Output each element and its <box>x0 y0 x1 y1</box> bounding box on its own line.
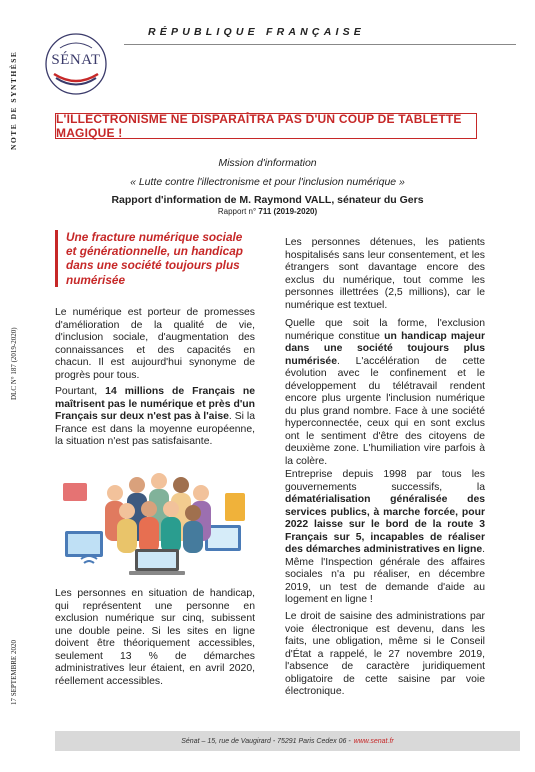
right-p2-text-a: Quelle que soit la forme, l'exclusion numérique constitue <box>285 318 485 342</box>
right-p3-text-c: . Même l'Inspection générale des affaires sociales n'a pu réaliser, en décembre 2019, un test de demande d'aide au logement en ligne ! <box>285 544 485 605</box>
footer-address: Sénat – 15, rue de Vaugirard - 75291 Paris Cedex 06 - <box>181 737 351 745</box>
report-author: Rapport d'information de M. Raymond VALL, sénateur du Gers <box>111 194 424 206</box>
right-p2-text-c: . L'accélération de cette évolution avec le confinement et le développement du télétravail rendent encore plus urgente l'inclusion numérique du plus grand nombre. Face à une société hyperconnectée, ceux qui en sont exclus ont le sentiment d'être des citoyens de deuxième zone. L'humiliation vire parfois à la colère. <box>285 355 485 467</box>
mission-label: Mission d'information <box>218 157 317 169</box>
left-p2-bold: 14 millions de Français ne maîtrisent pas le numérique et près d'un Français sur deux n'est pas à l'aise <box>55 386 255 422</box>
senat-logo <box>40 28 112 100</box>
right-paragraph-4: Le droit de saisine des administrations par voie électronique est devenu, dans les faits, une obligation, même si le Conseil d'État a rappelé, le 27 novembre 2019, l'absence de caractère juridiquement obligatoire de cette saisine par voie électronique. <box>285 611 485 697</box>
lead-heading: Une fracture numérique sociale et générationnelle, un handicap dans une société toujours plus numérisée <box>55 230 255 287</box>
left-paragraph-1: Le numérique est porteur de promesses d'amélioration de la qualité de vie, d'inclusion sociale, d'augmentation des connaissances et des capacités en chacun. Il est aujourd'hui synonyme de progrès pour tous. <box>55 307 255 381</box>
left-p2-text-a: Pourtant, <box>55 386 106 397</box>
left-p2-text-c: . Si la France est dans la moyenne européenne, la situation n'est pas satisfaisante. <box>55 411 255 447</box>
republique-francaise: RÉPUBLIQUE FRANÇAISE <box>148 26 366 38</box>
right-paragraph-1: Les personnes détenues, les patients hospitalisés sans leur consentement, et les étrangers sont davantage encore des exclus du numérique, tout comme les personnes illettrées (2,5 millions), car le numérique est textuel. <box>285 237 485 311</box>
report-number <box>0 207 535 216</box>
report-number-prefix: Rapport n° <box>217 207 257 216</box>
left-paragraph-3: Les personnes en situation de handicap, qui représentent une personne en exclusion numérique sur cinq, subissent une double peine. Si les sites en ligne doivent être théoriquement accessibles, seulement 13 % de démarches administratives leur étaient, en avril 2020, réellement accessibles. <box>55 588 255 687</box>
right-p3-text-a: Entreprise depuis 1998 par tous les gouvernements successifs, la <box>285 469 485 493</box>
right-p3-bold: dématérialisation généralisée des services publics, à marche forcée, pour 2022 laisse sur le bord de la route 3 Français sur 5, incapables de réaliser des démarches administratives en ligne <box>285 494 485 555</box>
document-title: L'ILLECTRONISME NE DISPARAÎTRA PAS D'UN COUP DE TABLETTE MAGIQUE ! <box>56 112 462 140</box>
mission-subtitle: « Lutte contre l'illectronisme et pour l'inclusion numérique » <box>130 176 405 188</box>
illustration-people-screens <box>55 463 255 578</box>
dlc-number: DLC N° 187 (2019-2020) <box>10 327 18 400</box>
note-type-label: NOTE DE SYNTHÈSE <box>9 50 18 150</box>
header-rule <box>124 44 516 45</box>
title-banner <box>55 113 477 139</box>
footer-bar <box>55 731 520 751</box>
people-illustration-icon <box>55 463 255 578</box>
footer-url-link[interactable]: www.senat.fr <box>353 737 394 745</box>
right-paragraph-2 <box>285 318 485 468</box>
report-number-value: 711 (2019-2020) <box>258 207 318 216</box>
left-paragraph-2 <box>55 386 255 449</box>
right-paragraph-3 <box>285 469 485 607</box>
publication-date: 17 SEPTEMBRE 2020 <box>10 640 18 705</box>
right-p2-bold: un handicap majeur dans une société toujours plus numérisée <box>285 330 485 367</box>
side-margin <box>6 0 26 772</box>
logo-wordmark: SÉNAT <box>51 52 101 68</box>
